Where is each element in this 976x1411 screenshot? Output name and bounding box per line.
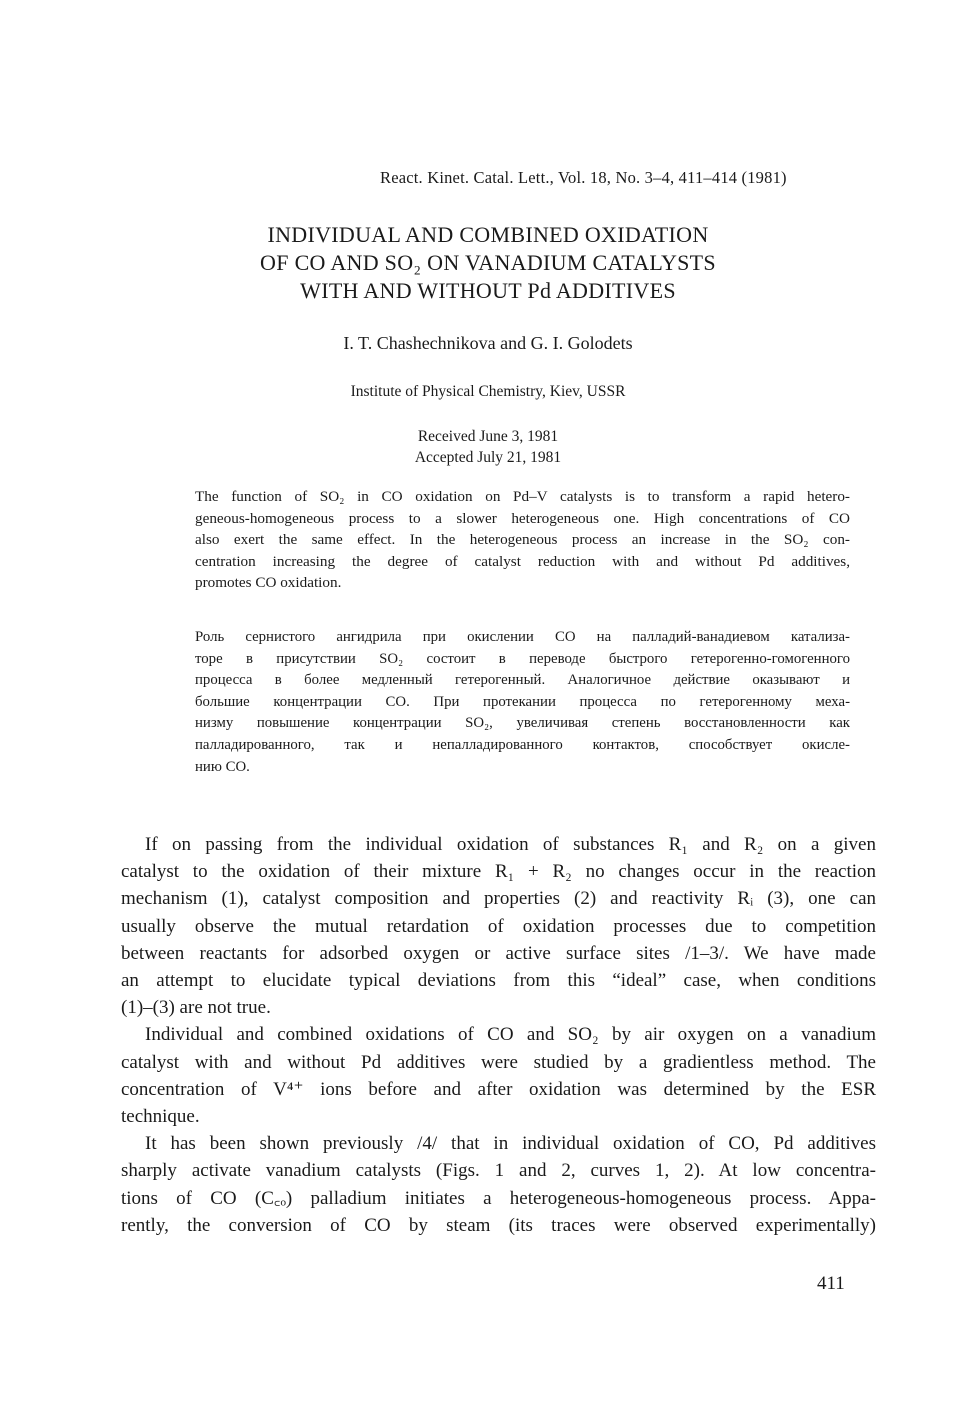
- paragraph-1: [121, 831, 876, 1021]
- title-line-3: WITH AND WITHOUT Pd ADDITIVES: [300, 278, 676, 303]
- institute: Institute of Physical Chemistry, Kiev, USSR: [350, 383, 626, 400]
- journal-reference: React. Kinet. Catal. Lett., Vol. 18, No. 3–4, 411–414 (1981): [380, 168, 787, 187]
- body-line: technique.: [121, 1106, 200, 1128]
- abstract-ru-line: низму повышение концентрации SO₂, увеличивая степень восстановленности как: [195, 715, 850, 732]
- abstract-en-line: The function of SO₂ in CO oxidation on Pd–V catalysts is to transform a rapid hetero-: [195, 488, 850, 505]
- body-line: usually observe the mutual retardation of oxidation processes due to competition: [121, 915, 876, 937]
- abstract-ru-line: нию CO.: [195, 758, 250, 775]
- abstract-en-line: geneous-homogeneous process to a slower heterogeneous one. High concentrations of CO: [195, 509, 850, 527]
- body-line: between reactants for adsorbed oxygen or active surface sites /1–3/. We have made: [121, 942, 876, 964]
- body-line: an attempt to elucidate typical deviations from this “ideal” case, when conditions: [121, 970, 876, 992]
- dates: [0, 426, 976, 468]
- body-line: catalyst to the oxidation of their mixture R₁ + R₂ no changes occur in the reaction: [121, 861, 876, 883]
- abstract-en-line: centration increasing the degree of catalyst reduction with and without Pd additives,: [195, 552, 850, 570]
- authors: I. T. Chashechnikova and G. I. Golodets: [343, 333, 633, 353]
- accepted-date: Accepted July 21, 1981: [414, 449, 562, 466]
- body-line: rently, the conversion of CO by steam (its traces were observed experimentally): [121, 1214, 876, 1236]
- abstract-ru-line: процесса в более медленный гетерогенный. Аналогичное действие оказывают и: [195, 672, 850, 689]
- body-line: It has been shown previously /4/ that in individual oxidation of CO, Pd additives: [145, 1133, 876, 1155]
- body-text: [121, 831, 876, 1239]
- body-line: If on passing from the individual oxidation of substances R₁ and R₂ on a given: [145, 834, 876, 855]
- abstract-ru-line: палладированного, так и непалладированного контактов, способствует окисле-: [195, 736, 850, 753]
- abstract-english: [195, 486, 850, 594]
- paragraph-2: [121, 1021, 876, 1130]
- body-line: concentration of V⁴⁺ ions before and after oxidation was determined by the ESR: [121, 1078, 876, 1100]
- body-line: mechanism (1), catalyst composition and properties (2) and reactivity Rᵢ (3), one can: [121, 888, 876, 910]
- abstract-ru-line: большие концентрации CO. При протекании процесса по гетерогенному меха-: [195, 693, 850, 710]
- abstract-en-line: promotes CO oxidation.: [195, 574, 342, 592]
- body-line: sharply activate vanadium catalysts (Figs. 1 and 2, curves 1, 2). At low concentra-: [121, 1160, 876, 1182]
- title-line-2: OF CO AND SO₂ ON VANADIUM CATALYSTS: [260, 250, 716, 275]
- received-date: Received June 3, 1981: [417, 428, 559, 445]
- body-line: tions of CO (C꜀ₒ) palladium initiates a heterogeneous-homogeneous process. Appa-: [121, 1187, 876, 1209]
- page-number: 411: [817, 1273, 845, 1294]
- title-line-1: INDIVIDUAL AND COMBINED OXIDATION: [267, 222, 709, 247]
- paper-title: [0, 221, 976, 305]
- body-line: (1)–(3) are not true.: [121, 997, 271, 1019]
- abstract-russian: [195, 627, 850, 778]
- abstract-ru-line: торе в присутствии SO₂ состоит в переводе быстрого гетерогенно-гомогенного: [195, 650, 850, 667]
- abstract-ru-line: Роль сернистого ангидрила при окислении CO на палладий-ванадиевом катализа-: [195, 629, 850, 645]
- paragraph-3: [121, 1130, 876, 1239]
- body-line: Individual and combined oxidations of CO and SO₂ by air oxygen on a vanadium: [145, 1024, 876, 1046]
- abstract-en-line: also exert the same effect. In the heterogeneous process an increase in the SO₂ con-: [195, 531, 850, 549]
- body-line: catalyst with and without Pd additives were studied by a gradientless method. The: [121, 1051, 876, 1073]
